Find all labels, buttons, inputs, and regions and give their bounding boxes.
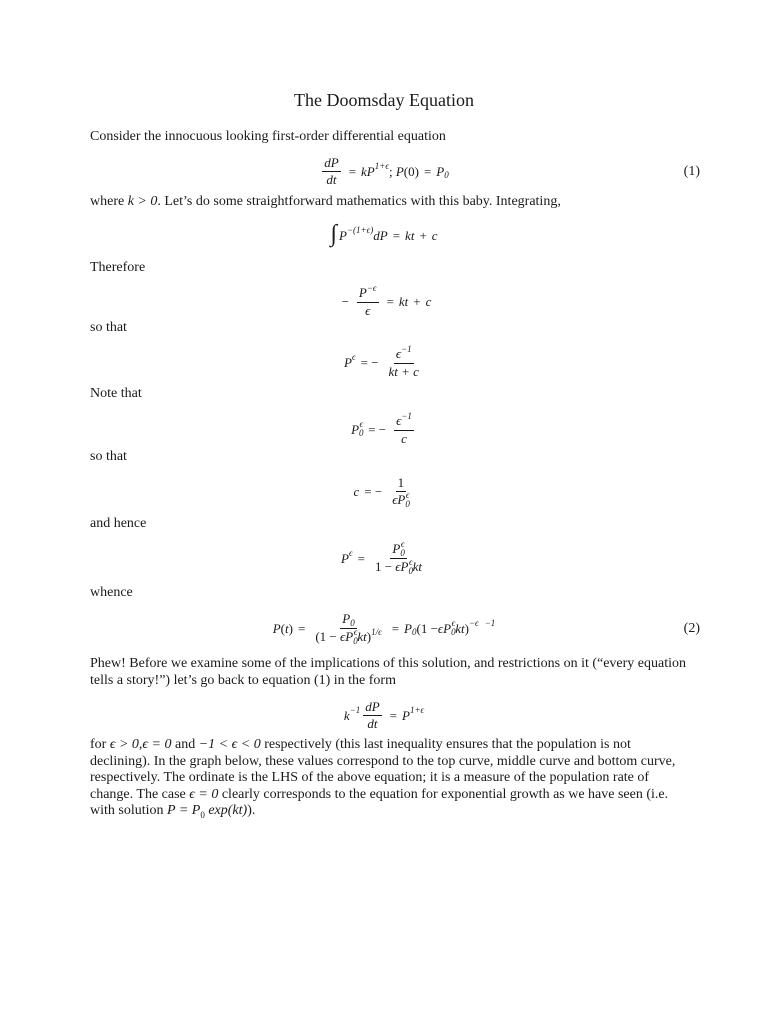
paragraph-and-hence: and hence xyxy=(90,516,147,531)
page-title: The Doomsday Equation xyxy=(294,90,474,110)
equation-1: $\frac{dP}{dt}$ = kP 1+ϵ ; P (0) = P 0 (1) xyxy=(324,155,700,187)
equation-integral: ∫ P −(1+ϵ) dP = kt + c xyxy=(330,221,438,247)
paragraph-note-that: Note that xyxy=(90,386,142,401)
equation-step-4: c = − $\frac{1}{\epsilon P_0^\epsilon}$ xyxy=(353,475,410,509)
paragraph-where: where k > 0. Let’s do some straightforward mathematics with this baby. Integrating, xyxy=(90,194,561,209)
equation-step-5: P ϵ = $\frac{P_0^\epsilon}{1 - \epsilon P_0^\epsilon kt}$ xyxy=(341,539,422,576)
equation-number-1: (1) xyxy=(683,163,700,179)
paragraph-curves: for ϵ > 0,ϵ = 0 and −1 < ϵ < 0 respectively (this last inequality ensures that the population is not declining). In the graph below, these values correspond to the top curve, middle curve and bottom curve, respectively. The ordinate is the LHS of the above equation; it is a measure of the population rate of change. The case ϵ = 0 clearly corresponds to the equation for exponential growth as we have seen (i.e. with solution $P = P_0$ exp(kt)). xyxy=(90,737,676,820)
paragraph-so-that-1: so that xyxy=(90,320,127,335)
equation-step-1: − $\frac{P^{-\epsilon}}{\epsilon}$ = kt + c xyxy=(341,283,432,318)
equation-step-3: P 0 ϵ = − $\frac{\epsilon^{-1}}{c}$ xyxy=(351,411,412,446)
equation-step-2: P ϵ = − $\frac{\epsilon^{-1}}{kt + c}$ xyxy=(344,344,419,379)
equation-2: P ( t ) = $\frac{P_0}{(1 - \epsilon P_0^\epsilon kt)^{1/\epsilon}}$ = P 0 (1 − ϵP 0 ϵ kt ) −ϵ −1 (2) xyxy=(272,611,700,646)
paragraph-so-that-2: so that xyxy=(90,449,127,464)
paragraph-phew: Phew! Before we examine some of the implications of this solution, and restrictions on it (“every equation tells a story!”) let’s go back to equation (1) in the form xyxy=(90,656,687,688)
paragraph-whence: whence xyxy=(90,585,133,600)
equation-number-2: (2) xyxy=(683,620,700,636)
paragraph-intro: Consider the innocuous looking first-order differential equation xyxy=(90,129,446,144)
paragraph-therefore: Therefore xyxy=(90,260,146,275)
equation-form: k −1 $\frac{dP}{dt}$ = P 1+ϵ xyxy=(343,699,425,731)
